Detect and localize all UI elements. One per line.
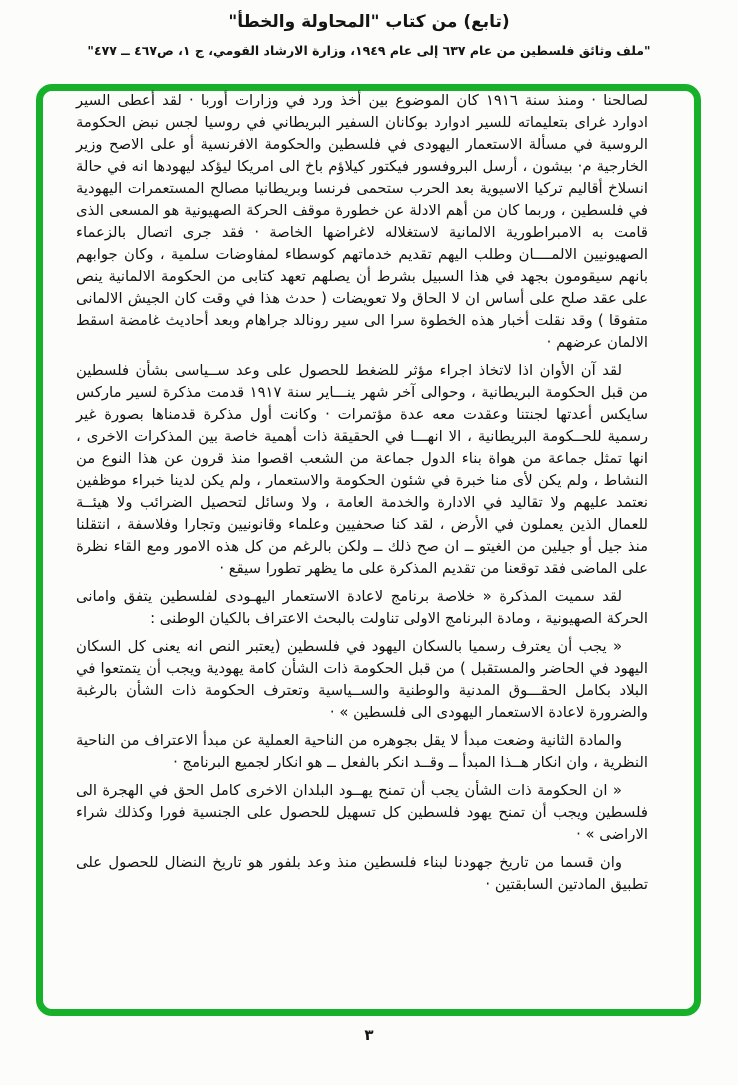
paragraph: لقد آن الأوان اذا لاتخاذ اجراء مؤثر للضغط للحصول على وعد ســياسى بشأن فلسطين من قبل الحكومة البريطانية ، وحوالى آخر شهر ينـــاير سنة ١٩١٧ قدمت مذكرة لسير ماركس سايكس أعدتها لجنتنا وعقدت معه عدة مؤتمرات · وكانت أول مذكرة قدمناها بصورة غير رسمية للحــكومة البريطانية ، الا انهـــا في الحقيقة ذات أهمية خاصة بين المذكرات الاخرى ، انها تمثل جماعة من هواة بناء الدول جماعة من الشعب اقصوا منذ قرون عن هذا النوع من النشاط ، ولم يكن لأى منا خبرة في شئون الحكومة والاستعمار ، ولم يكن لدينا خبراء موظفين نعتمد عليهم ولا تقاليد في الادارة والخدمة العامة ، ولا وسائل لتحصيل الضرائب ولا هيئــة للعمال الذين يعملون في الأرض ، لقد كنا صحفيين وعلماء وقانونيين وتجارا وفلاسفة ، انتقلنا منذ جيل أو جيلين من الغيتو ــ ان صح ذلك ــ ولكن بالرغم من كل هذه الامور ومع القاء نظرة على الماضى فقد توقعنا من تقديم المذكرة على ما يظهر تطورا سيقع · xyxy=(76,362,648,577)
paragraph: وان قسما من تاريخ جهودنا لبناء فلسطين منذ وعد بلفور هو تاريخ النضال للحصول على تطبيق المادتين السابقتين · xyxy=(76,854,648,893)
book-title: (تابع) من كتاب "المحاولة والخطأ" xyxy=(228,12,510,32)
paragraph: « ان الحكومة ذات الشأن يجب أن تمنح يهــود البلدان الاخرى كامل الحق في الهجرة الى فلسطين ويجب أن تمنح يهود فلسطين كل تسهيل للحصول على الجنسية فورا وكذلك شراء الاراضى » · xyxy=(76,782,648,843)
page-header xyxy=(0,12,738,58)
body-text xyxy=(76,90,648,902)
page-number: ٣ xyxy=(364,1026,374,1044)
source-citation: "ملف وثائق فلسطين من عام ٦٣٧ إلى عام ١٩٤٩، وزارة الارشاد القومي، ج ١، ص٤٦٧ ــ ٤٧٧" xyxy=(87,43,651,58)
paragraph: لصالحنا · ومنذ سنة ١٩١٦ كان الموضوع بين أخذ ورد في وزارات أوربا · لقد أعطى السير ادوارد غراى بتعليماته للسير ادوارد بوكانان السفير البريطاني في روسيا لجس نبض الحكومة الروسية في مسألة الاستعمار اليهودى في فلسطين والحكومة الافرنسية أو على الاصح وزير الخارجية م· بيشون ، أرسل البروفسور فيكتور كيلاؤم باخ الى امريكا ليؤكد ليهودها انه في حالة انسلاخ أقاليم تركيا الاسيوية بعد الحرب ستحمى فرنسا وبريطانيا مصالح المستعمرات اليهودية في فلسطين ، وربما كان من أهم الادلة عن خطورة موقف الحركة الصهيونية هو المسعى الذى قامت به الامبراطورية الالمانية لاستغلاله لاغراضها الخاصة · فقد جرى اتصال بالزعماء الصهيونيين الالمــــان وطلب اليهم تقديم خدماتهم كوسطاء لمفاوضات سلمية ، وكان جوابهم بانهم سيقومون بجهد في هذا السبيل بشرط أن يصلهم تعهد كتابى من الحكومة الالمانية ينص على عقد صلح على أساس ان لا الحاق ولا تعويضات ( حدث هذا في وقت كان الجيش الالمانى متفوقا ) وقد نقلت أخبار هذه الخطوة سرا الى سير رونالد جراهام وبعد أحاديث غامضة اسقط الالمان عرضهم · xyxy=(76,92,648,351)
paragraph: لقد سميت المذكرة « خلاصة برنامج لاعادة الاستعمار اليهـودى لفلسطين يتفق وامانى الحركة الصهيونية ، ومادة البرنامج الاولى تناولت بالبحث الاعتراف بالكيان الوطنى : xyxy=(76,588,648,627)
paragraph: والمادة الثانية وضعت مبدأ لا يقل بجوهره من الناحية العملية عن مبدأ الاعتراف من الناحية النظرية ، وان انكار هــذا المبدأ ــ وقــد انكر بالفعل ــ هو انكار لجميع البرنامج · xyxy=(76,732,648,771)
paragraph: « يجب أن يعترف رسميا بالسكان اليهود في فلسطين (يعتبر النص انه يعنى كل السكان اليهود في الحاضر والمستقبل ) من قبل الحكومة ذات الشأن كامة يهودية ويجب أن يتمتعوا في البلاد بكامل الحقـــوق المدنية والوطنية والســياسية وتعترف الحكومة ذات الشأن بالرغبة والضرورة لاعادة الاستعمار اليهودى الى فلسطين » · xyxy=(76,638,648,721)
